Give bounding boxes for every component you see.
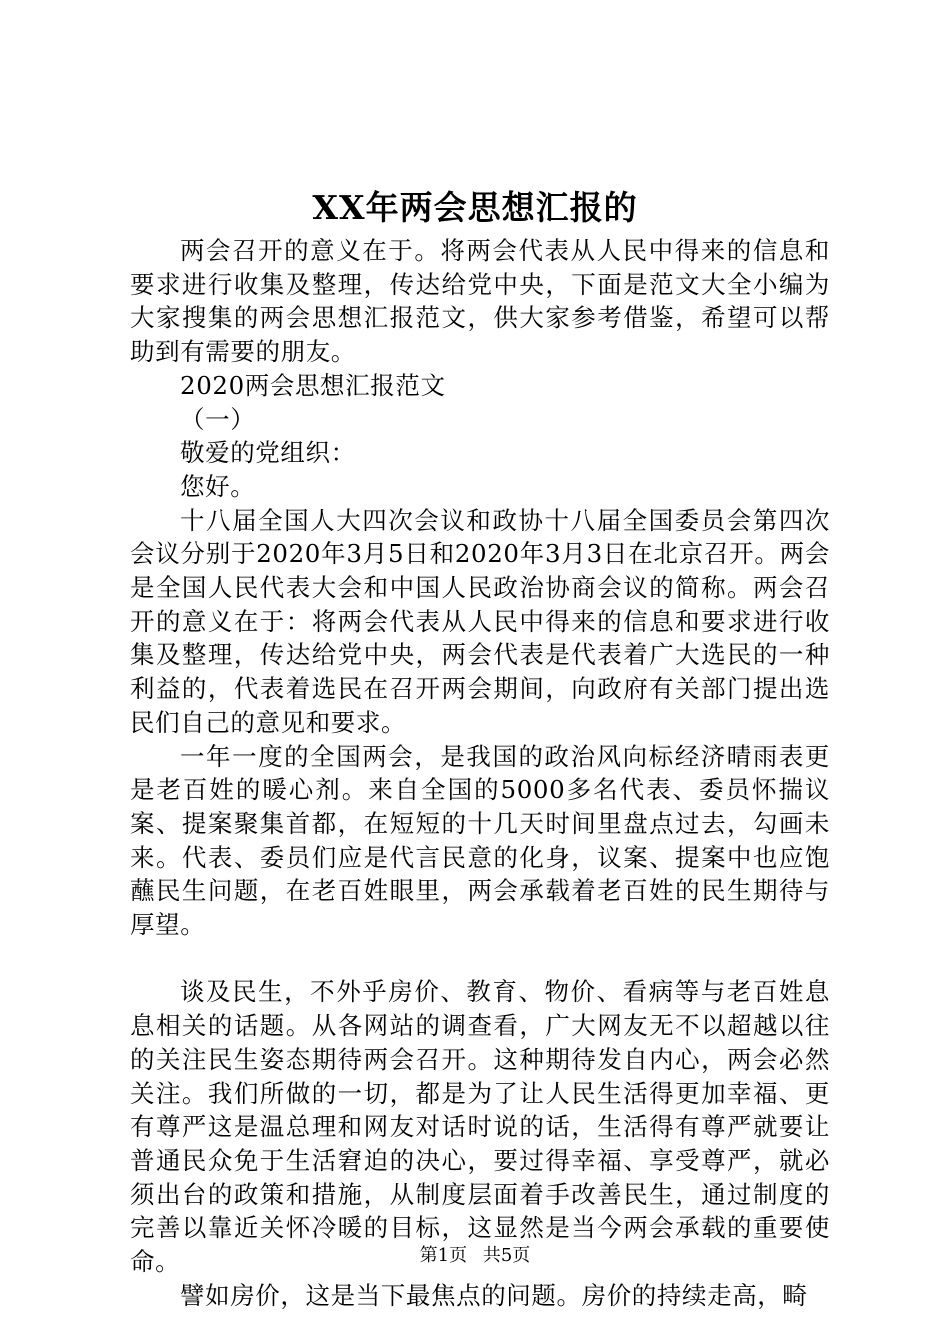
page-total: 共5页 xyxy=(482,1245,531,1266)
paragraph-body-2: 一年一度的全国两会，是我国的政治风向标经济晴雨表更是老百姓的暖心剂。来自全国的5000多名代表、委员怀揣议案、提案聚集首都，在短短的十几天时间里盘点过去，勾画未来。代表、委员们应是代言民意的化身，议案、提案中也应饱蘸民生问题，在老百姓眼里，两会承载着老百姓的民生期待与厚望。 xyxy=(130,741,830,940)
document-body xyxy=(130,234,830,1312)
paragraph-intro: 两会召开的意义在于。将两会代表从人民中得来的信息和要求进行收集及整理，传达给党中央，下面是范文大全小编为大家搜集的两会思想汇报范文，供大家参考借鉴，希望可以帮助到有需要的朋友。 xyxy=(130,236,830,367)
paragraph-greeting: 您好。 xyxy=(180,471,256,501)
paragraph-body-3: 谈及民生，不外乎房价、教育、物价、看病等与老百姓息息相关的话题。从各网站的调查看，广大网友无不以超越以往的关注民生姿态期待两会召开。这种期待发自内心，两会必然关注。我们所做的一切，都是为了让人民生活得更加幸福、更有尊严这是温总理和网友对话时说的话，生活得有尊严就要让普通民众免于生活窘迫的决心，要过得幸福、享受尊严，就必须出台的政策和措施，从制度层面着手改善民生，通过制度的完善以靠近关怀冷暖的目标，这显然是当今两会承载的重要使命。 xyxy=(130,977,830,1277)
document-title: XX年两会思想汇报的 xyxy=(312,188,638,227)
paragraph-section-number: （一） xyxy=(180,404,256,434)
page-number: 第1页 xyxy=(419,1245,468,1266)
blank-line xyxy=(130,942,830,976)
paragraph-heading: 2020两会思想汇报范文 xyxy=(180,370,446,400)
paragraph-salutation: 敬爱的党组织： xyxy=(180,438,356,468)
paragraph-body-4: 譬如房价，这是当下最焦点的问题。房价的持续走高，畸 xyxy=(180,1280,808,1310)
paragraph-body-1: 十八届全国人大四次会议和政协十八届全国委员会第四次会议分别于2020年3月5日和2020年3月3日在北京召开。两会是全国人民代表大会和中国人民政治协商会议的简称。两会召开的意义在于：将两会代表从人民中得来的信息和要求进行收集及整理，传达给党中央，两会代表是代表着广大选民的一种利益的，代表着选民在召开两会期间，向政府有关部门提出选民们自己的意见和要求。 xyxy=(130,505,830,737)
page-footer xyxy=(0,1244,950,1268)
